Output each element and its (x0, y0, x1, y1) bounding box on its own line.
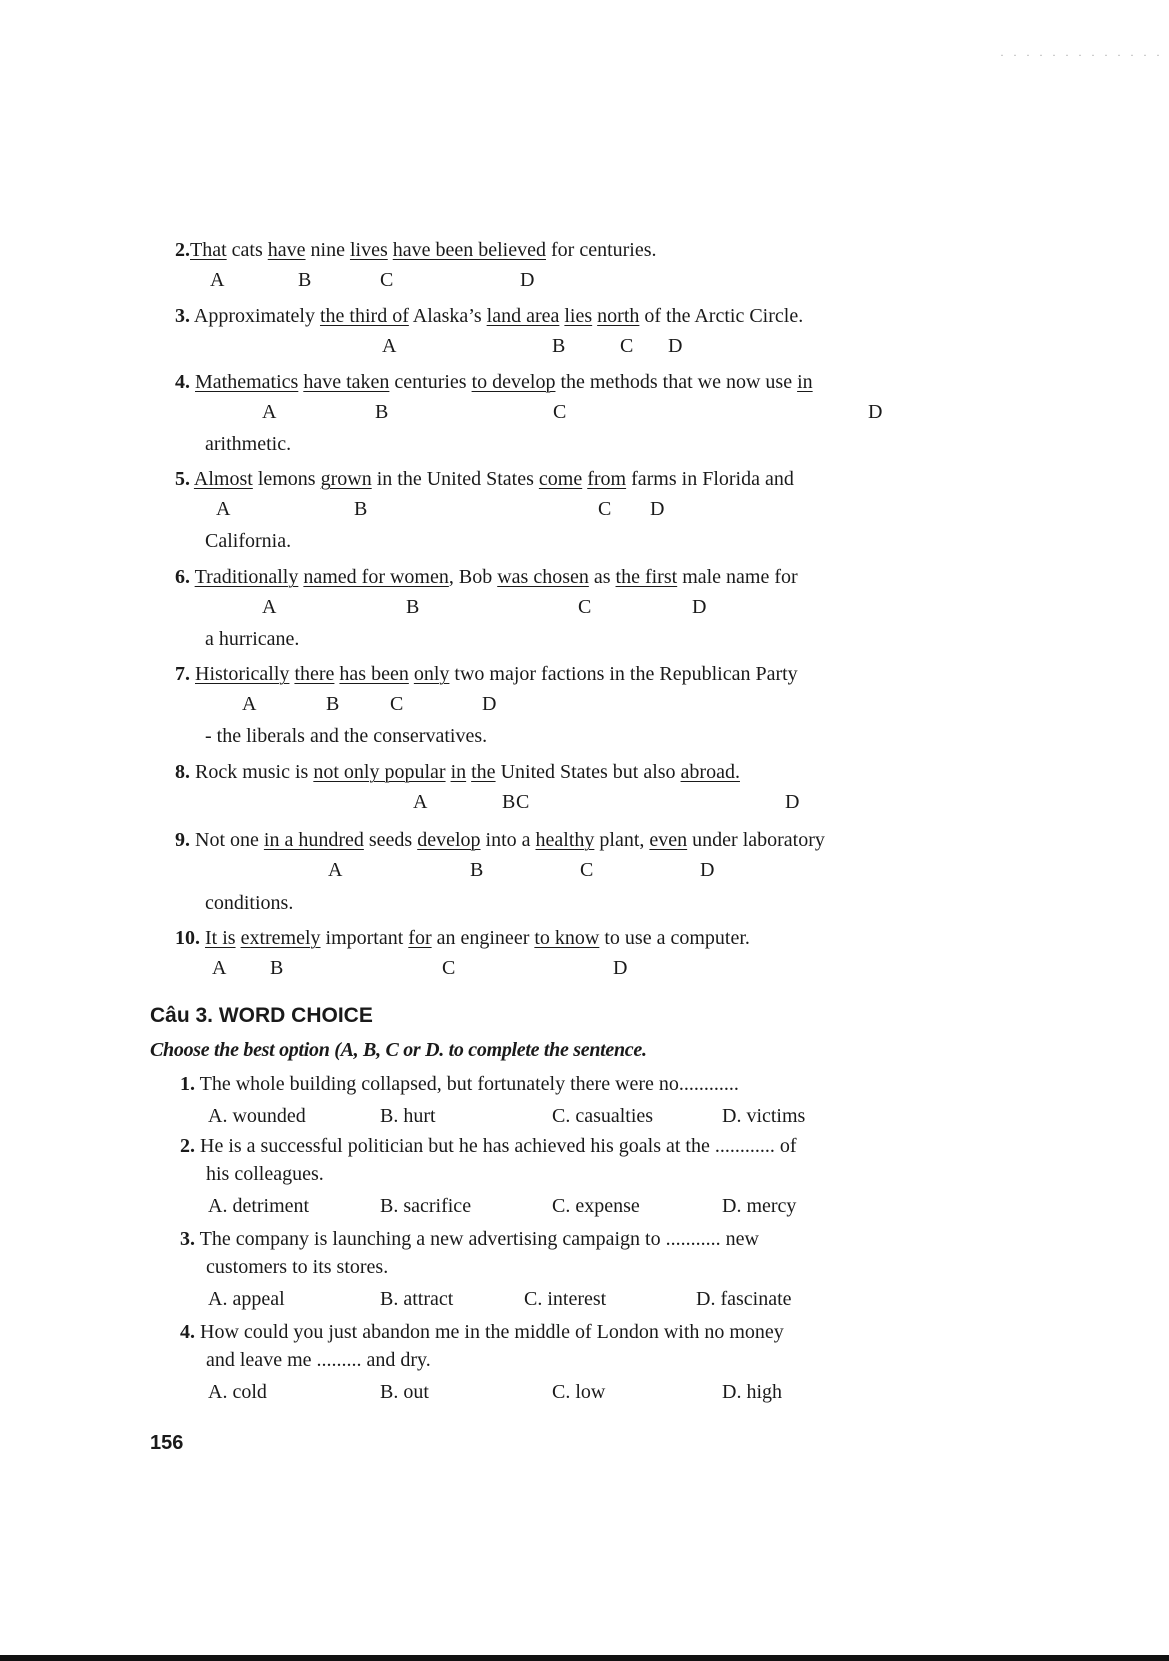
question-text: The company is launching a new advertising campaign to ........... new (195, 1228, 759, 1250)
question-line (180, 1070, 898, 1098)
sentence-text: as (588, 566, 616, 588)
answer-option: A. wounded (208, 1105, 306, 1127)
question-line (180, 1318, 898, 1346)
answer-letter: B (406, 596, 420, 618)
question-sentence (175, 304, 803, 328)
underlined-segment: develop (417, 829, 481, 851)
sentence-text: for centuries. (546, 239, 657, 261)
sentence-text: lemons (252, 468, 321, 490)
question-sentence (180, 1070, 898, 1098)
answer-option: A. detriment (208, 1195, 310, 1217)
question-number: 5. (175, 468, 190, 490)
underlined-segment: Historically (195, 663, 290, 685)
question-sentence (175, 760, 740, 784)
answer-letter: D (482, 693, 497, 715)
answer-letter: A (413, 791, 428, 813)
sentence-text: important (320, 927, 409, 949)
question-line (180, 1132, 898, 1160)
answer-option: B. attract (380, 1288, 454, 1310)
underlined-segment: come (538, 468, 583, 490)
sentence-text: the methods that we now use (555, 371, 798, 393)
sentence-text: seeds (363, 829, 418, 851)
question-sentence (175, 467, 794, 491)
question-continuation: his colleagues. (206, 1163, 324, 1185)
question-sentence (175, 238, 657, 262)
underlined-segment: land area (486, 305, 560, 327)
underlined-segment: It is (205, 927, 236, 949)
sentence-text: cats (226, 239, 268, 261)
sentence-text: United States but also (495, 761, 681, 783)
answer-letter: C (553, 401, 567, 423)
answer-letter: B (270, 957, 284, 979)
answer-letter: D (700, 859, 715, 881)
sentence-text: under laboratory (687, 829, 825, 851)
sentence-text: nine (305, 239, 350, 261)
answer-letter: A (210, 269, 225, 291)
question-sentence (180, 1225, 898, 1281)
underlined-segment: named for women (303, 566, 449, 588)
answer-option: A. appeal (208, 1288, 285, 1310)
sentence-text: two major factions in the Republican Party (449, 663, 798, 685)
answer-option: B. out (380, 1381, 429, 1403)
sentence-text: centuries (389, 371, 472, 393)
question-number: 4. (175, 371, 190, 393)
answer-option: D. high (722, 1381, 782, 1403)
question-line (180, 1225, 898, 1253)
underlined-segment: Almost (193, 468, 253, 490)
underlined-segment: Traditionally (194, 566, 299, 588)
underlined-segment: healthy (535, 829, 595, 851)
underlined-segment: extremely (240, 927, 321, 949)
underlined-segment: grown (320, 468, 372, 490)
underlined-segment: abroad. (680, 761, 740, 783)
question-number: 7. (175, 663, 190, 685)
answer-letter: D (692, 596, 707, 618)
sentence-text: male name for (677, 566, 798, 588)
sentence-continuation: a hurricane. (205, 628, 300, 650)
answer-letter: C (578, 596, 592, 618)
answer-option: C. low (552, 1381, 606, 1403)
underlined-segment: to know (534, 927, 600, 949)
answer-letter: B (470, 859, 484, 881)
answer-letter: D (668, 335, 683, 357)
underlined-segment: That (190, 239, 227, 261)
sentence-continuation: California. (205, 530, 292, 552)
answer-option: C. expense (552, 1195, 640, 1217)
answer-letter: D (868, 401, 883, 423)
answer-option: C. casualties (552, 1105, 654, 1127)
answer-letter: C (620, 335, 634, 357)
answer-letter: A (212, 957, 227, 979)
answer-option: C. interest (524, 1288, 607, 1310)
sentence-continuation: - the liberals and the conservatives. (205, 725, 488, 747)
answer-letter: C (580, 859, 594, 881)
underlined-segment: have taken (303, 371, 390, 393)
question-number: 9. (175, 829, 190, 851)
question-number: 6. (175, 566, 190, 588)
question-number: 2. (180, 1135, 195, 1157)
sentence-text: plant, (594, 829, 650, 851)
scan-noise: · · · · · · · · · · · · · (1000, 48, 1163, 62)
answer-option: B. sacrifice (380, 1195, 472, 1217)
answer-letter: C (390, 693, 404, 715)
question-number: 10. (175, 927, 200, 949)
underlined-segment: has been (339, 663, 409, 685)
question-sentence (180, 1318, 898, 1374)
sentence-text: , Bob (448, 566, 498, 588)
sentence-text: Rock music is (190, 761, 314, 783)
question-sentence (175, 565, 798, 589)
answer-option: D. mercy (722, 1195, 797, 1217)
underlined-segment: in (450, 761, 467, 783)
answer-letter: B (326, 693, 340, 715)
sentence-continuation: conditions. (205, 892, 294, 914)
sentence-text: an engineer (431, 927, 535, 949)
answer-letter: B (552, 335, 566, 357)
question-continuation: and leave me ......... and dry. (206, 1349, 431, 1371)
answer-letter: C (598, 498, 612, 520)
question-sentence (175, 370, 813, 394)
underlined-segment: not only popular (313, 761, 446, 783)
answer-letter: B (502, 791, 516, 813)
answer-letter: C (442, 957, 456, 979)
question-number: 1. (180, 1073, 195, 1095)
scan-edge (0, 1655, 1169, 1661)
sentence-text: of the Arctic Circle. (639, 305, 804, 327)
answer-letter: D (650, 498, 665, 520)
question-number: 3. (175, 305, 190, 327)
answer-letter: C (380, 269, 394, 291)
question-number: 4. (180, 1321, 195, 1343)
underlined-segment: lives (349, 239, 388, 261)
underlined-segment: the third of (319, 305, 409, 327)
underlined-segment: in (797, 371, 813, 393)
question-text: The whole building collapsed, but fortunately there were no............ (195, 1073, 739, 1095)
underlined-segment: the first (615, 566, 678, 588)
answer-option: D. victims (722, 1105, 806, 1127)
answer-options (0, 1104, 1000, 1128)
answer-letter: B (354, 498, 368, 520)
answer-letter: A (262, 596, 277, 618)
question-text: How could you just abandon me in the middle of London with no money (195, 1321, 784, 1343)
underlined-segment: Mathematics (195, 371, 299, 393)
answer-options (0, 1380, 1000, 1404)
question-sentence (175, 926, 750, 950)
answer-option: D. fascinate (696, 1288, 792, 1310)
sentence-text: Not one (190, 829, 264, 851)
question-sentence (175, 828, 825, 852)
sentence-text: into a (480, 829, 536, 851)
sentence-continuation: arithmetic. (205, 433, 292, 455)
answer-letter: A (216, 498, 231, 520)
answer-letter: D (520, 269, 535, 291)
answer-letter: D (613, 957, 628, 979)
underlined-segment: from (587, 468, 627, 490)
answer-letter: B (298, 269, 312, 291)
answer-letter: B (375, 401, 389, 423)
answer-option: B. hurt (380, 1105, 436, 1127)
sentence-text: to use a computer. (599, 927, 750, 949)
answer-letter: C (516, 791, 530, 813)
underlined-segment: have (267, 239, 306, 261)
question-number: 3. (180, 1228, 195, 1250)
underlined-segment: lies (564, 305, 593, 327)
underlined-segment: in a hundred (263, 829, 364, 851)
sentence-text: Alaska’s (408, 305, 487, 327)
underlined-segment: the (471, 761, 496, 783)
underlined-segment: have been believed (392, 239, 546, 261)
underlined-segment: only (413, 663, 450, 685)
answer-options (0, 1194, 1000, 1218)
sentence-text: farms in Florida and (626, 468, 794, 490)
underlined-segment: north (597, 305, 640, 327)
question-sentence (175, 662, 798, 686)
answer-options (0, 1287, 1000, 1311)
answer-letter: D (785, 791, 800, 813)
underlined-segment: there (294, 663, 335, 685)
question-text: He is a successful politician but he has achieved his goals at the ............ of (195, 1135, 797, 1157)
answer-letter: A (328, 859, 343, 881)
sentence-text: in the United States (371, 468, 539, 490)
page-number: 156 (150, 1432, 184, 1454)
question-number: 8. (175, 761, 190, 783)
answer-letter: A (382, 335, 397, 357)
question-sentence (180, 1132, 898, 1188)
answer-letter: A (262, 401, 277, 423)
sentence-text: Approximately (190, 305, 320, 327)
answer-option: A. cold (208, 1381, 267, 1403)
underlined-segment: was chosen (497, 566, 589, 588)
underlined-segment: even (649, 829, 688, 851)
section-heading: Câu 3. WORD CHOICE (150, 1004, 373, 1027)
section-instruction: Choose the best option (A, B, C or D. to complete the sentence. (150, 1039, 647, 1061)
underlined-segment: to develop (471, 371, 556, 393)
answer-letter: A (242, 693, 257, 715)
underlined-segment: for (408, 927, 432, 949)
question-continuation: customers to its stores. (206, 1256, 389, 1278)
question-number: 2. (175, 239, 190, 261)
